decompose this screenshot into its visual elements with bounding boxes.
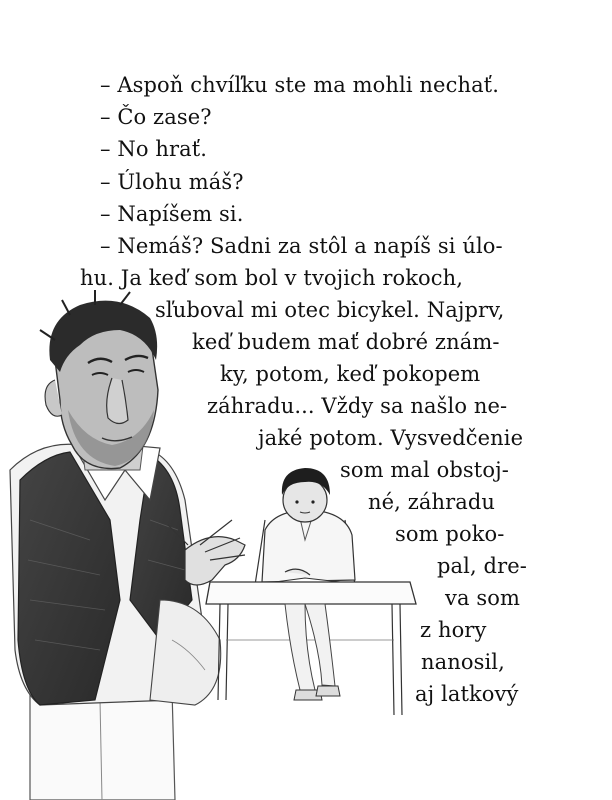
text-line: som poko- [395, 522, 505, 546]
text-line: aj latkový [415, 682, 519, 706]
text-line: va som [445, 586, 520, 610]
text-line: ky, potom, keď pokopem [220, 362, 481, 386]
text-line: – Napíšem si. [100, 202, 244, 226]
text-line: – Čo zase? [100, 105, 212, 129]
text-line: z hory [420, 618, 487, 642]
text-line: – No hrať. [100, 137, 208, 161]
text-line: keď budem mať dobré znám- [192, 330, 500, 354]
text-line: sľuboval mi otec bicykel. Najprv, [155, 298, 505, 322]
text-line: – Úlohu máš? [100, 170, 244, 194]
text-line: záhradu... Vždy sa našlo ne- [207, 394, 508, 418]
text-line: som mal obstoj- [340, 458, 509, 482]
text-line: jaké potom. Vysvedčenie [258, 426, 524, 450]
text-line: né, záhradu [368, 490, 496, 514]
text-line: – Aspoň chvíľku ste ma mohli nechať. [100, 73, 500, 97]
father-figure [10, 290, 245, 800]
text-line: – Nemáš? Sadni za stôl a napíš si úlo- [100, 234, 503, 258]
text-line: nanosil, [421, 650, 505, 674]
text-line: pal, dre- [437, 554, 527, 578]
text-line: hu. Ja keď som bol v tvojich rokoch, [80, 266, 464, 290]
